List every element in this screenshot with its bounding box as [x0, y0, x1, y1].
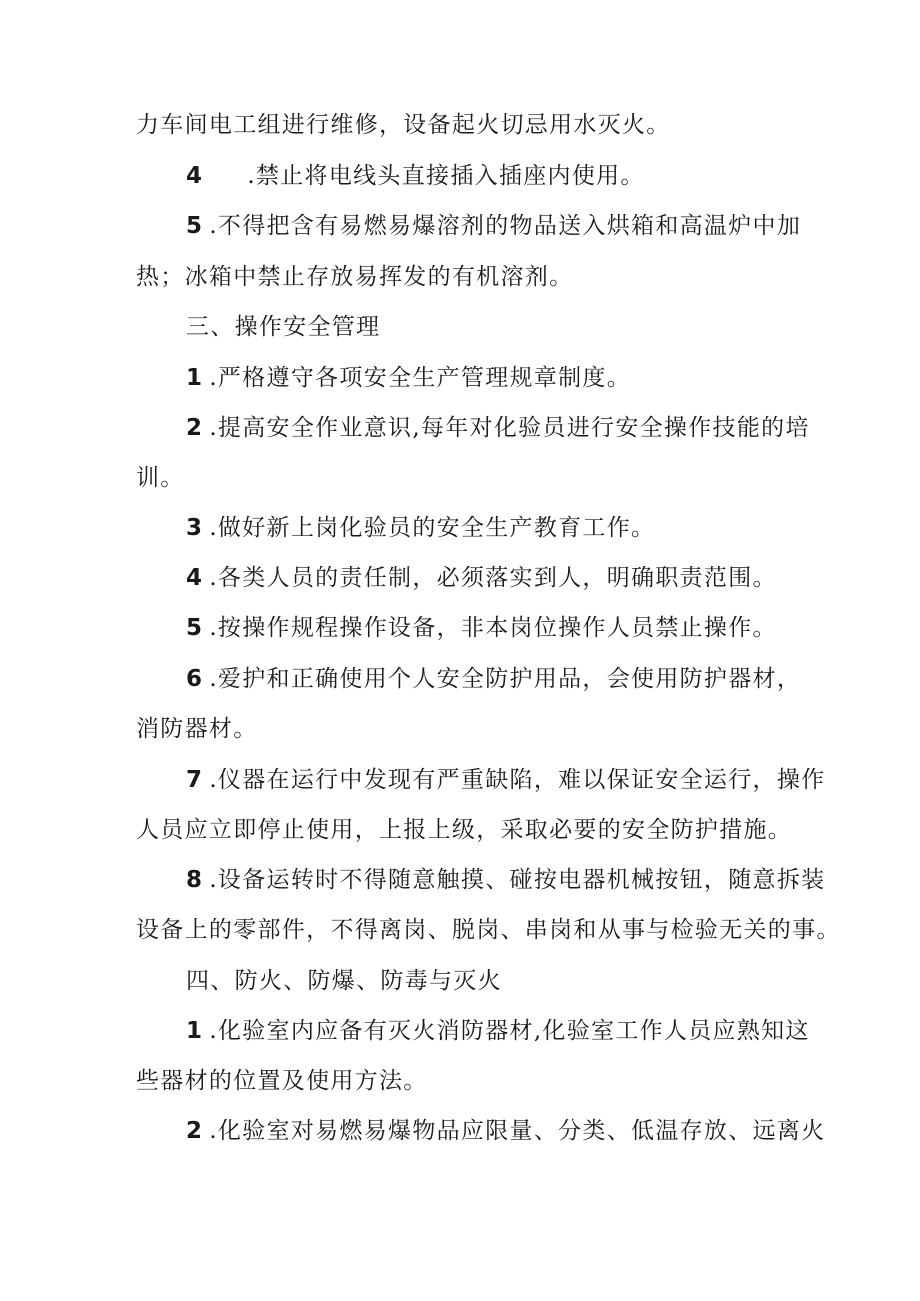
item-text: .按操作规程操作设备，非本岗位操作人员禁止操作。	[209, 615, 777, 641]
text-line	[136, 110, 671, 140]
item-text: .爱护和正确使用个人安全防护用品，会使用防护器材，	[209, 666, 802, 692]
line-text: 消防器材。	[136, 716, 258, 742]
text-line	[136, 262, 573, 292]
item-number: 7	[186, 767, 204, 793]
item-text: .仪器在运行中发现有严重缺陷，难以保证安全运行，操作	[209, 767, 826, 793]
list-item	[186, 363, 631, 393]
item-text: .设备运转时不得随意触摸、碰按电器机械按钮，随意拆装	[209, 867, 826, 893]
list-item	[186, 211, 801, 241]
list-item	[186, 664, 801, 694]
list-item	[186, 161, 645, 191]
item-text: .做好新上岗化验员的安全生产教育工作。	[209, 515, 656, 541]
item-number: 1	[186, 365, 204, 391]
item-text: .化验室内应备有灭火消防器材,化验室工作人员应熟知这	[209, 1018, 810, 1044]
item-number: 3	[186, 515, 204, 541]
text-line	[136, 815, 792, 845]
text-line	[136, 463, 185, 493]
item-number: 2	[186, 415, 204, 441]
list-item	[186, 413, 810, 443]
line-text: 些器材的位置及使用方法。	[136, 1068, 428, 1094]
item-text: .严格遵守各项安全生产管理规章制度。	[209, 365, 632, 391]
line-text: 训。	[136, 465, 185, 491]
item-number: 1	[186, 1018, 204, 1044]
list-item	[186, 1116, 825, 1146]
item-number: 2	[186, 1118, 204, 1144]
item-number: 5	[186, 213, 204, 239]
item-number: 4	[186, 565, 204, 591]
line-text: 热；冰箱中禁止存放易挥发的有机溶剂。	[136, 264, 574, 290]
text-line	[136, 1066, 428, 1096]
list-item	[186, 613, 777, 643]
item-text: .各类人员的责任制，必须落实到人，明确职责范围。	[209, 565, 777, 591]
line-text: 力车间电工组进行维修，设备起火切忌用水灭火。	[136, 112, 671, 138]
heading-text: 三、操作安全管理	[186, 314, 381, 340]
list-item	[186, 765, 825, 795]
item-text: .提高安全作业意识,每年对化验员进行安全操作技能的培	[209, 415, 810, 441]
line-text: 设备上的零部件，不得离岗、脱岗、串岗和从事与检验无关的事。	[136, 917, 841, 943]
section-heading	[186, 966, 502, 996]
section-heading	[186, 312, 380, 342]
list-item	[186, 563, 777, 593]
list-item	[186, 513, 655, 543]
heading-text: 四、防火、防爆、防毒与灭火	[186, 968, 502, 994]
list-item	[186, 865, 825, 895]
text-line	[136, 915, 841, 945]
item-number: 5	[186, 615, 204, 641]
item-text: .化验室对易燃易爆物品应限量、分类、低温存放、远离火	[209, 1118, 826, 1144]
text-line	[136, 714, 258, 744]
item-number: 8	[186, 867, 204, 893]
item-number: 4	[186, 163, 204, 189]
item-text: .不得把含有易燃易爆溶剂的物品送入烘箱和高温炉中加	[209, 213, 802, 239]
item-text: .禁止将电线头直接插入插座内使用。	[247, 163, 645, 189]
item-number: 6	[186, 666, 204, 692]
line-text: 人员应立即停止使用，上报上级，采取必要的安全防护措施。	[136, 817, 793, 843]
list-item	[186, 1016, 810, 1046]
